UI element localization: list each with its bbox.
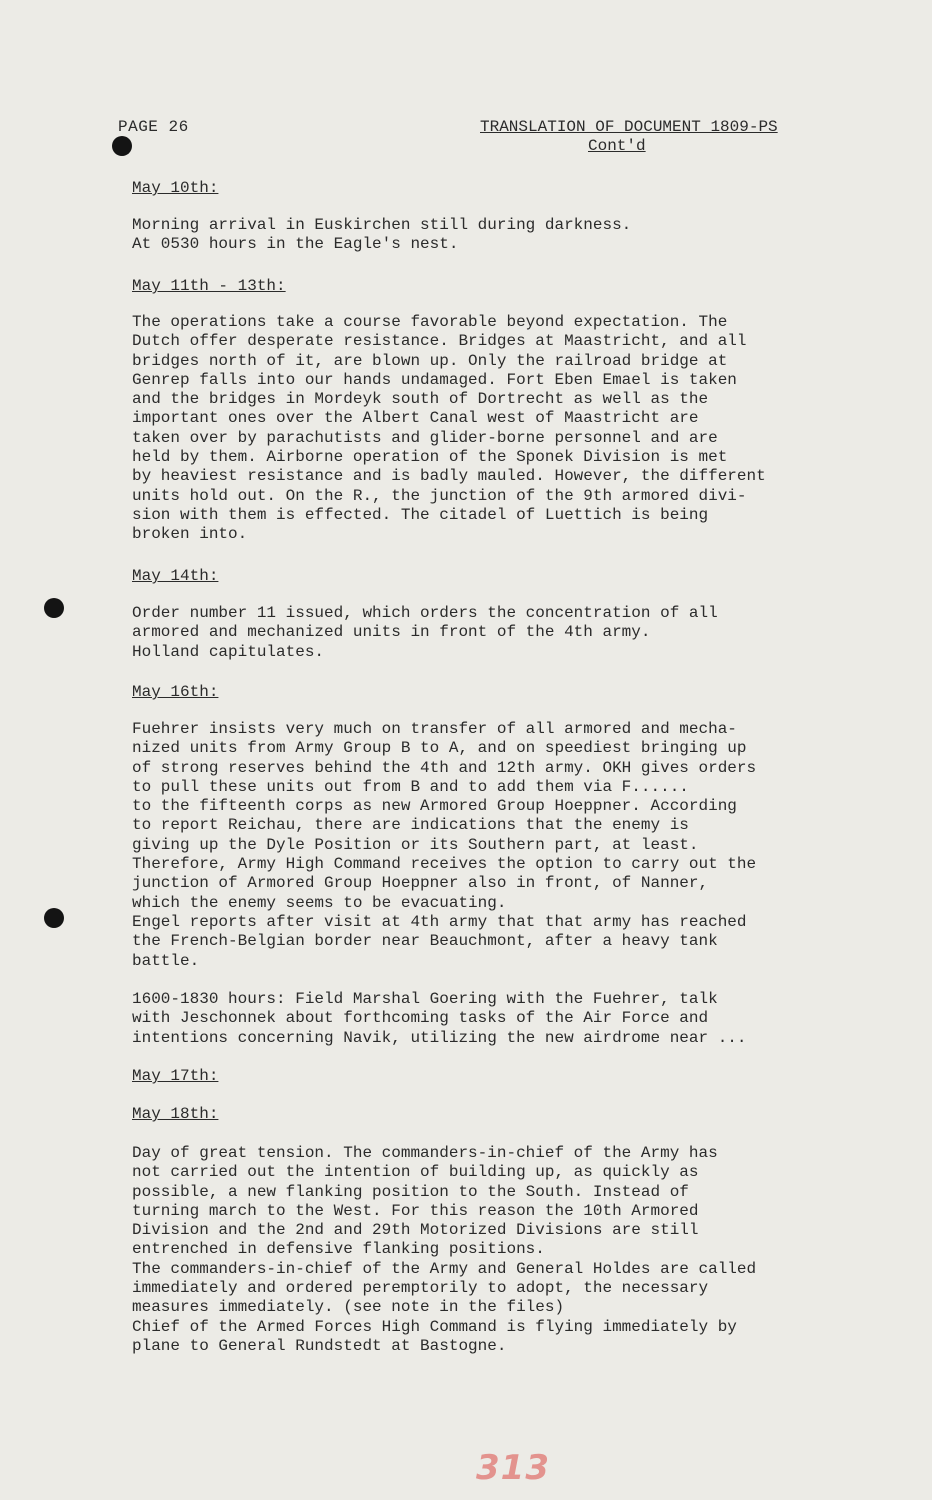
diary-entry-text [132, 313, 882, 545]
diary-entry-text [132, 604, 882, 662]
document-title: TRANSLATION OF DOCUMENT 1809-PS [480, 118, 778, 136]
diary-entry [132, 682, 882, 702]
diary-entry [132, 276, 882, 296]
entry-date: May 14th: [132, 567, 219, 585]
diary-entry-text [132, 1144, 882, 1356]
entry-text: Day of great tension. The commanders-in-chief of the Army has not carried out the intention of building up, as quickly as possible, a new flanking position to the South. Instead of turning march to the West. For this reason the 10th Armored Division and the 2nd and 29th Motorized Divisions are still entrenched in defensive flanking positions. The commanders-in-chief of the Army and General Holdes are called immediately and ordered peremptorily to adopt, the necessary measures immediately. (see note in the files) Chief of the Armed Forces High Command is flying immediately by plane to General Rundstedt at Bastogne. [132, 1144, 757, 1355]
diary-entry [132, 566, 882, 586]
page-number: PAGE 26 [118, 118, 189, 136]
entry-date: May 10th: [132, 179, 219, 197]
entry-text: The operations take a course favorable beyond expectation. The Dutch offer desperate resistance. Bridges at Maastricht, and all bridges north of it, are blown up. Only the railroad bridge at Genrep falls into our hands undamaged. Fort Eben Emael is taken and the bridges in Mordeyk south of Dortrecht as well as the important ones over the Albert Canal west of Maastricht are taken over by parachutists and glider-borne personnel and are held by them. Airborne operation of the Sponek Division is met by heaviest resistance and is badly mauled. However, the different units hold out. On the R., the junction of the 9th armored divi- sion with them is effected. The citadel of Luettich is being broken into. [132, 313, 766, 544]
entry-date: May 11th - 13th: [132, 277, 286, 295]
entry-date: May 16th: [132, 683, 219, 701]
page-stamp: 313 [476, 1448, 550, 1488]
diary-entry [132, 178, 882, 198]
diary-entry-text [132, 216, 882, 255]
diary-entry-text [132, 720, 882, 1048]
document-header [480, 118, 840, 156]
diary-entry [132, 1066, 882, 1086]
diary-entry [132, 1104, 882, 1124]
document-subtitle: Cont'd [588, 137, 646, 155]
entry-text: Order number 11 issued, which orders the concentration of all armored and mechanized units in front of the 4th army. Holland capitulates. [132, 604, 718, 661]
entry-date: May 17th: [132, 1067, 219, 1085]
punch-hole [112, 136, 132, 156]
entry-date: May 18th: [132, 1105, 219, 1123]
punch-hole [44, 598, 64, 618]
entry-text: Fuehrer insists very much on transfer of all armored and mecha- nized units from Army Group B to A, and on speediest bringing up of strong reserves behind the 4th and 12th army. OKH gives orders to pull these units out from B and to add them via F...... to the fifteenth corps as new Armored Group Hoeppner. According to report Reichau, there are indications that the enemy is giving up the Dyle Position or its Southern part, at least. Therefore, Army High Command receives the option to carry out the junction of Armored Group Hoeppner also in front, of Nanner, which the enemy seems to be evacuating. Engel reports after visit at 4th army that that army has reached the French-Belgian border near Beauchmont, after a heavy tank battle. 1600-1830 hours: Field Marshal Goering with the Fuehrer, talk with Jeschonnek about forthcoming tasks of the Air Force and intentions concerning Navik, utilizing the new airdrome near ... [132, 720, 757, 1047]
punch-hole [44, 908, 64, 928]
entry-text: Morning arrival in Euskirchen still during darkness. At 0530 hours in the Eagle's nest. [132, 216, 632, 254]
